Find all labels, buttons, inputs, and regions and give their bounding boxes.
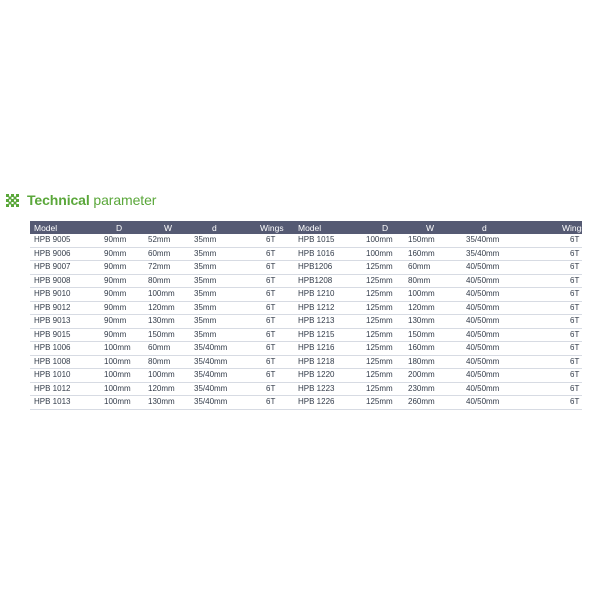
table-cell: 6T [246,342,296,356]
table-cell: 160mm [406,342,460,356]
table-cell: 6T [246,315,296,329]
table-cell: 125mm [360,396,406,410]
table-cell: 6T [530,382,582,396]
table-cell: 90mm [94,315,142,329]
table-cell: 35/40mm [188,396,246,410]
table-cell: 6T [246,274,296,288]
section-title [27,190,156,210]
table-cell: 6T [530,355,582,369]
table-row [30,247,582,261]
table-cell: 150mm [142,328,188,342]
table-row [30,328,582,342]
table-cell: 125mm [360,315,406,329]
table-cell: 90mm [94,288,142,302]
table-cell: 40/50mm [460,382,530,396]
table-cell: 230mm [406,382,460,396]
table-cell: 40/50mm [460,315,530,329]
table-cell: 6T [246,261,296,275]
technical-parameter-table [30,221,586,410]
table-cell: 90mm [94,328,142,342]
table-cell: 125mm [360,328,406,342]
table-cell: 6T [530,234,582,247]
table-cell: 6T [530,288,582,302]
table-cell: 35/40mm [188,355,246,369]
table-cell: 72mm [142,261,188,275]
table-cell: 150mm [406,328,460,342]
table-row [30,355,582,369]
table-cell: 35mm [188,288,246,302]
column-header: d [460,221,530,234]
table-cell: 125mm [360,342,406,356]
table-cell: 100mm [360,234,406,247]
table-cell: 125mm [360,382,406,396]
table-cell: HPB 1008 [30,355,94,369]
table-cell: 200mm [406,369,460,383]
table-cell: HPB 1216 [296,342,360,356]
table-cell: 35/40mm [188,382,246,396]
table-cell: 35mm [188,234,246,247]
table-cell: 60mm [142,247,188,261]
table-cell: 120mm [406,301,460,315]
section-header [6,190,156,210]
table-cell: HPB 9005 [30,234,94,247]
table-cell: 35/40mm [460,247,530,261]
table-cell: 6T [246,355,296,369]
table-cell: 100mm [360,247,406,261]
section-title-rest: parameter [89,192,157,208]
table-cell: 6T [246,247,296,261]
table-cell: 6T [530,261,582,275]
table-cell: 180mm [406,355,460,369]
table-cell: 6T [246,328,296,342]
table-cell: 6T [246,288,296,302]
column-header: Model [30,221,94,234]
table-cell: 100mm [94,369,142,383]
table-cell: 90mm [94,301,142,315]
table-cell: 40/50mm [460,328,530,342]
table-row [30,261,582,275]
section-title-bold: Technical [27,192,90,208]
table-cell: 100mm [142,369,188,383]
table-cell: HPB 9013 [30,315,94,329]
table-row [30,396,582,410]
table-cell: 130mm [142,396,188,410]
table-cell: 125mm [360,369,406,383]
table-cell: HPB 1006 [30,342,94,356]
table-cell: 6T [246,234,296,247]
table-cell: 40/50mm [460,301,530,315]
table-cell: HPB 1012 [30,382,94,396]
table-cell: 90mm [94,247,142,261]
checker-grid-icon [6,194,19,207]
table-cell: HPB 1226 [296,396,360,410]
table-row [30,342,582,356]
table-cell: 6T [530,301,582,315]
table-cell: HPB 9015 [30,328,94,342]
table-cell: 120mm [142,301,188,315]
table-cell: 6T [530,274,582,288]
table-cell: HPB 1010 [30,369,94,383]
table-cell: 6T [246,369,296,383]
table-cell: HPB 9010 [30,288,94,302]
table-row [30,301,582,315]
column-header: W [142,221,188,234]
table-cell: 40/50mm [460,355,530,369]
table-row [30,369,582,383]
table-cell: HPB 9008 [30,274,94,288]
table-cell: 125mm [360,301,406,315]
table-cell: 100mm [94,342,142,356]
table-cell: HPB 9007 [30,261,94,275]
table-cell: 125mm [360,355,406,369]
table-cell: 40/50mm [460,369,530,383]
table-cell: 120mm [142,382,188,396]
table-cell: 100mm [94,396,142,410]
table-cell: 52mm [142,234,188,247]
table-cell: 40/50mm [460,342,530,356]
table-cell: 260mm [406,396,460,410]
table-cell: 100mm [94,355,142,369]
table-cell: 35mm [188,301,246,315]
table-cell: 35mm [188,247,246,261]
table-cell: 6T [246,382,296,396]
column-header: Wings [530,221,582,234]
table-cell: HPB 1223 [296,382,360,396]
table-cell: 35mm [188,328,246,342]
table-cell: HPB 9012 [30,301,94,315]
table-header-row [30,221,582,234]
table-cell: 90mm [94,234,142,247]
table-cell: 40/50mm [460,396,530,410]
table-cell: HPB1206 [296,261,360,275]
table-cell: HPB 1212 [296,301,360,315]
table-cell: HPB 1220 [296,369,360,383]
table-cell: HPB1208 [296,274,360,288]
table-cell: 90mm [94,274,142,288]
table-cell: 130mm [406,315,460,329]
table-cell: 125mm [360,274,406,288]
table-cell: 80mm [406,274,460,288]
table-row [30,234,582,247]
table-cell: 100mm [94,382,142,396]
table-cell: 60mm [142,342,188,356]
table-cell: 6T [530,396,582,410]
table-cell: 6T [530,247,582,261]
table-cell: 35mm [188,315,246,329]
table-cell: 125mm [360,288,406,302]
table-cell: HPB 1015 [296,234,360,247]
column-header: D [94,221,142,234]
table-row [30,288,582,302]
column-header: D [360,221,406,234]
table-cell: 90mm [94,261,142,275]
table-cell: 100mm [142,288,188,302]
column-header: Model [296,221,360,234]
table-cell: HPB 1210 [296,288,360,302]
table-cell: 40/50mm [460,288,530,302]
table-cell: 35/40mm [188,342,246,356]
table-cell: 160mm [406,247,460,261]
table-cell: HPB 1215 [296,328,360,342]
table-cell: 6T [530,342,582,356]
table-cell: 80mm [142,274,188,288]
table-cell: 150mm [406,234,460,247]
table-cell: 6T [246,396,296,410]
table-cell: HPB 1213 [296,315,360,329]
table-cell: 100mm [406,288,460,302]
table-cell: 40/50mm [460,261,530,275]
table-cell: 35mm [188,261,246,275]
table-cell: 6T [530,369,582,383]
table-cell: 35mm [188,274,246,288]
table-cell: 6T [246,301,296,315]
table-cell: 35/40mm [188,369,246,383]
table-cell: 60mm [406,261,460,275]
table-row [30,315,582,329]
table-row [30,274,582,288]
table-body [30,234,582,409]
table-cell: 125mm [360,261,406,275]
table-cell: HPB 1016 [296,247,360,261]
table-cell: HPB 1218 [296,355,360,369]
table-cell: 6T [530,315,582,329]
table-row [30,382,582,396]
table-cell: 35/40mm [460,234,530,247]
table-cell: 40/50mm [460,274,530,288]
table-cell: HPB 1013 [30,396,94,410]
column-header: Wings [246,221,296,234]
table-cell: 130mm [142,315,188,329]
table-cell: HPB 9006 [30,247,94,261]
column-header: d [188,221,246,234]
table-cell: 80mm [142,355,188,369]
table-cell: 6T [530,328,582,342]
column-header: W [406,221,460,234]
